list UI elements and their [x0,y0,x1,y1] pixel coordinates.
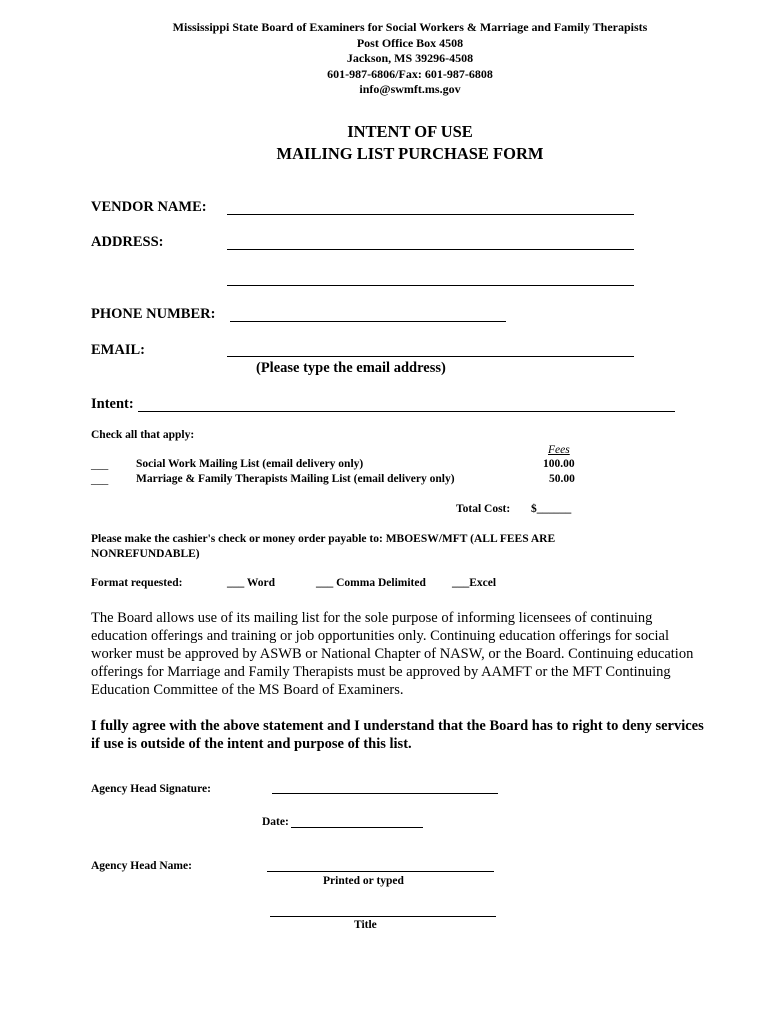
address-label: ADDRESS: [91,234,164,250]
address-field-line1[interactable] [227,249,634,250]
email-note: (Please type the email address) [256,360,446,376]
fees-header: Fees [548,444,570,456]
agency-head-name-field[interactable] [267,871,494,872]
intent-field[interactable] [138,411,675,412]
check-instruction: Check all that apply: [91,429,195,441]
printed-typed-label: Printed or typed [323,875,404,887]
list-item-social-work: Social Work Mailing List (email delivery only) [136,458,364,470]
date-label: Date: [262,816,289,828]
total-cost-value[interactable]: $______ [531,503,572,515]
usage-statement: The Board allows use of its mailing list for the sole purpose of informing licensees of continuing education offerings and training or job opportunities only. Continuing education offerings for social worker must be approved by ASWB or National Chapter of NASW, or the Board. Continuing education offerings for Marriage and Family Therapists must be approved by AAMFT or the MFT Continuing Education Committee of the MS Board of Examiners. [91,610,694,698]
city-address: Jackson, MS 39296-4508 [346,51,474,65]
phone-label: PHONE NUMBER: [91,306,216,322]
po-box: Post Office Box 4508 [356,35,464,50]
date-field[interactable] [291,827,423,828]
format-option-comma-delimited[interactable]: ___ Comma Delimited [316,577,426,589]
form-title-line2: MAILING LIST PURCHASE FORM [276,144,544,163]
vendor-name-label: VENDOR NAME: [91,199,207,215]
org-email: info@swmft.ms.gov [359,82,461,96]
agency-head-name-label: Agency Head Name: [91,860,192,872]
list-item-mft: Marriage & Family Therapists Mailing List (email delivery only) [136,473,455,485]
format-option-excel[interactable]: ___Excel [452,577,497,589]
agreement-statement: I fully agree with the above statement and I understand that the Board has to right to deny services if use is outside of the intent and purpose of this list. [91,718,704,752]
phone-field[interactable] [230,321,506,322]
format-label: Format requested: [91,577,183,589]
checkbox-social-work[interactable]: ___ [91,459,109,471]
form-title-line1: INTENT OF USE [347,122,473,141]
fee-social-work: 100.00 [543,458,575,470]
fee-mft: 50.00 [549,473,575,485]
title-field[interactable] [270,916,496,917]
intent-label: Intent: [91,396,134,412]
signature-field[interactable] [272,793,498,794]
email-field[interactable] [227,356,634,357]
format-option-word[interactable]: ___ Word [227,577,276,589]
total-cost-label: Total Cost: [456,503,511,515]
signature-label: Agency Head Signature: [91,783,211,795]
title-label: Title [354,919,377,931]
email-label: EMAIL: [91,342,145,358]
phone-fax: 601-987-6806/Fax: 601-987-6808 [327,66,493,81]
address-field-line2[interactable] [227,285,634,286]
org-name: Mississippi State Board of Examiners for Social Workers & Marriage and Family Therapists [172,20,648,34]
payment-note: Please make the cashier's check or money order payable to: MBOESW/MFT (ALL FEES ARE NONREFUNDABLE) [91,533,556,560]
checkbox-mft[interactable]: ___ [91,474,109,486]
vendor-name-field[interactable] [227,214,634,215]
